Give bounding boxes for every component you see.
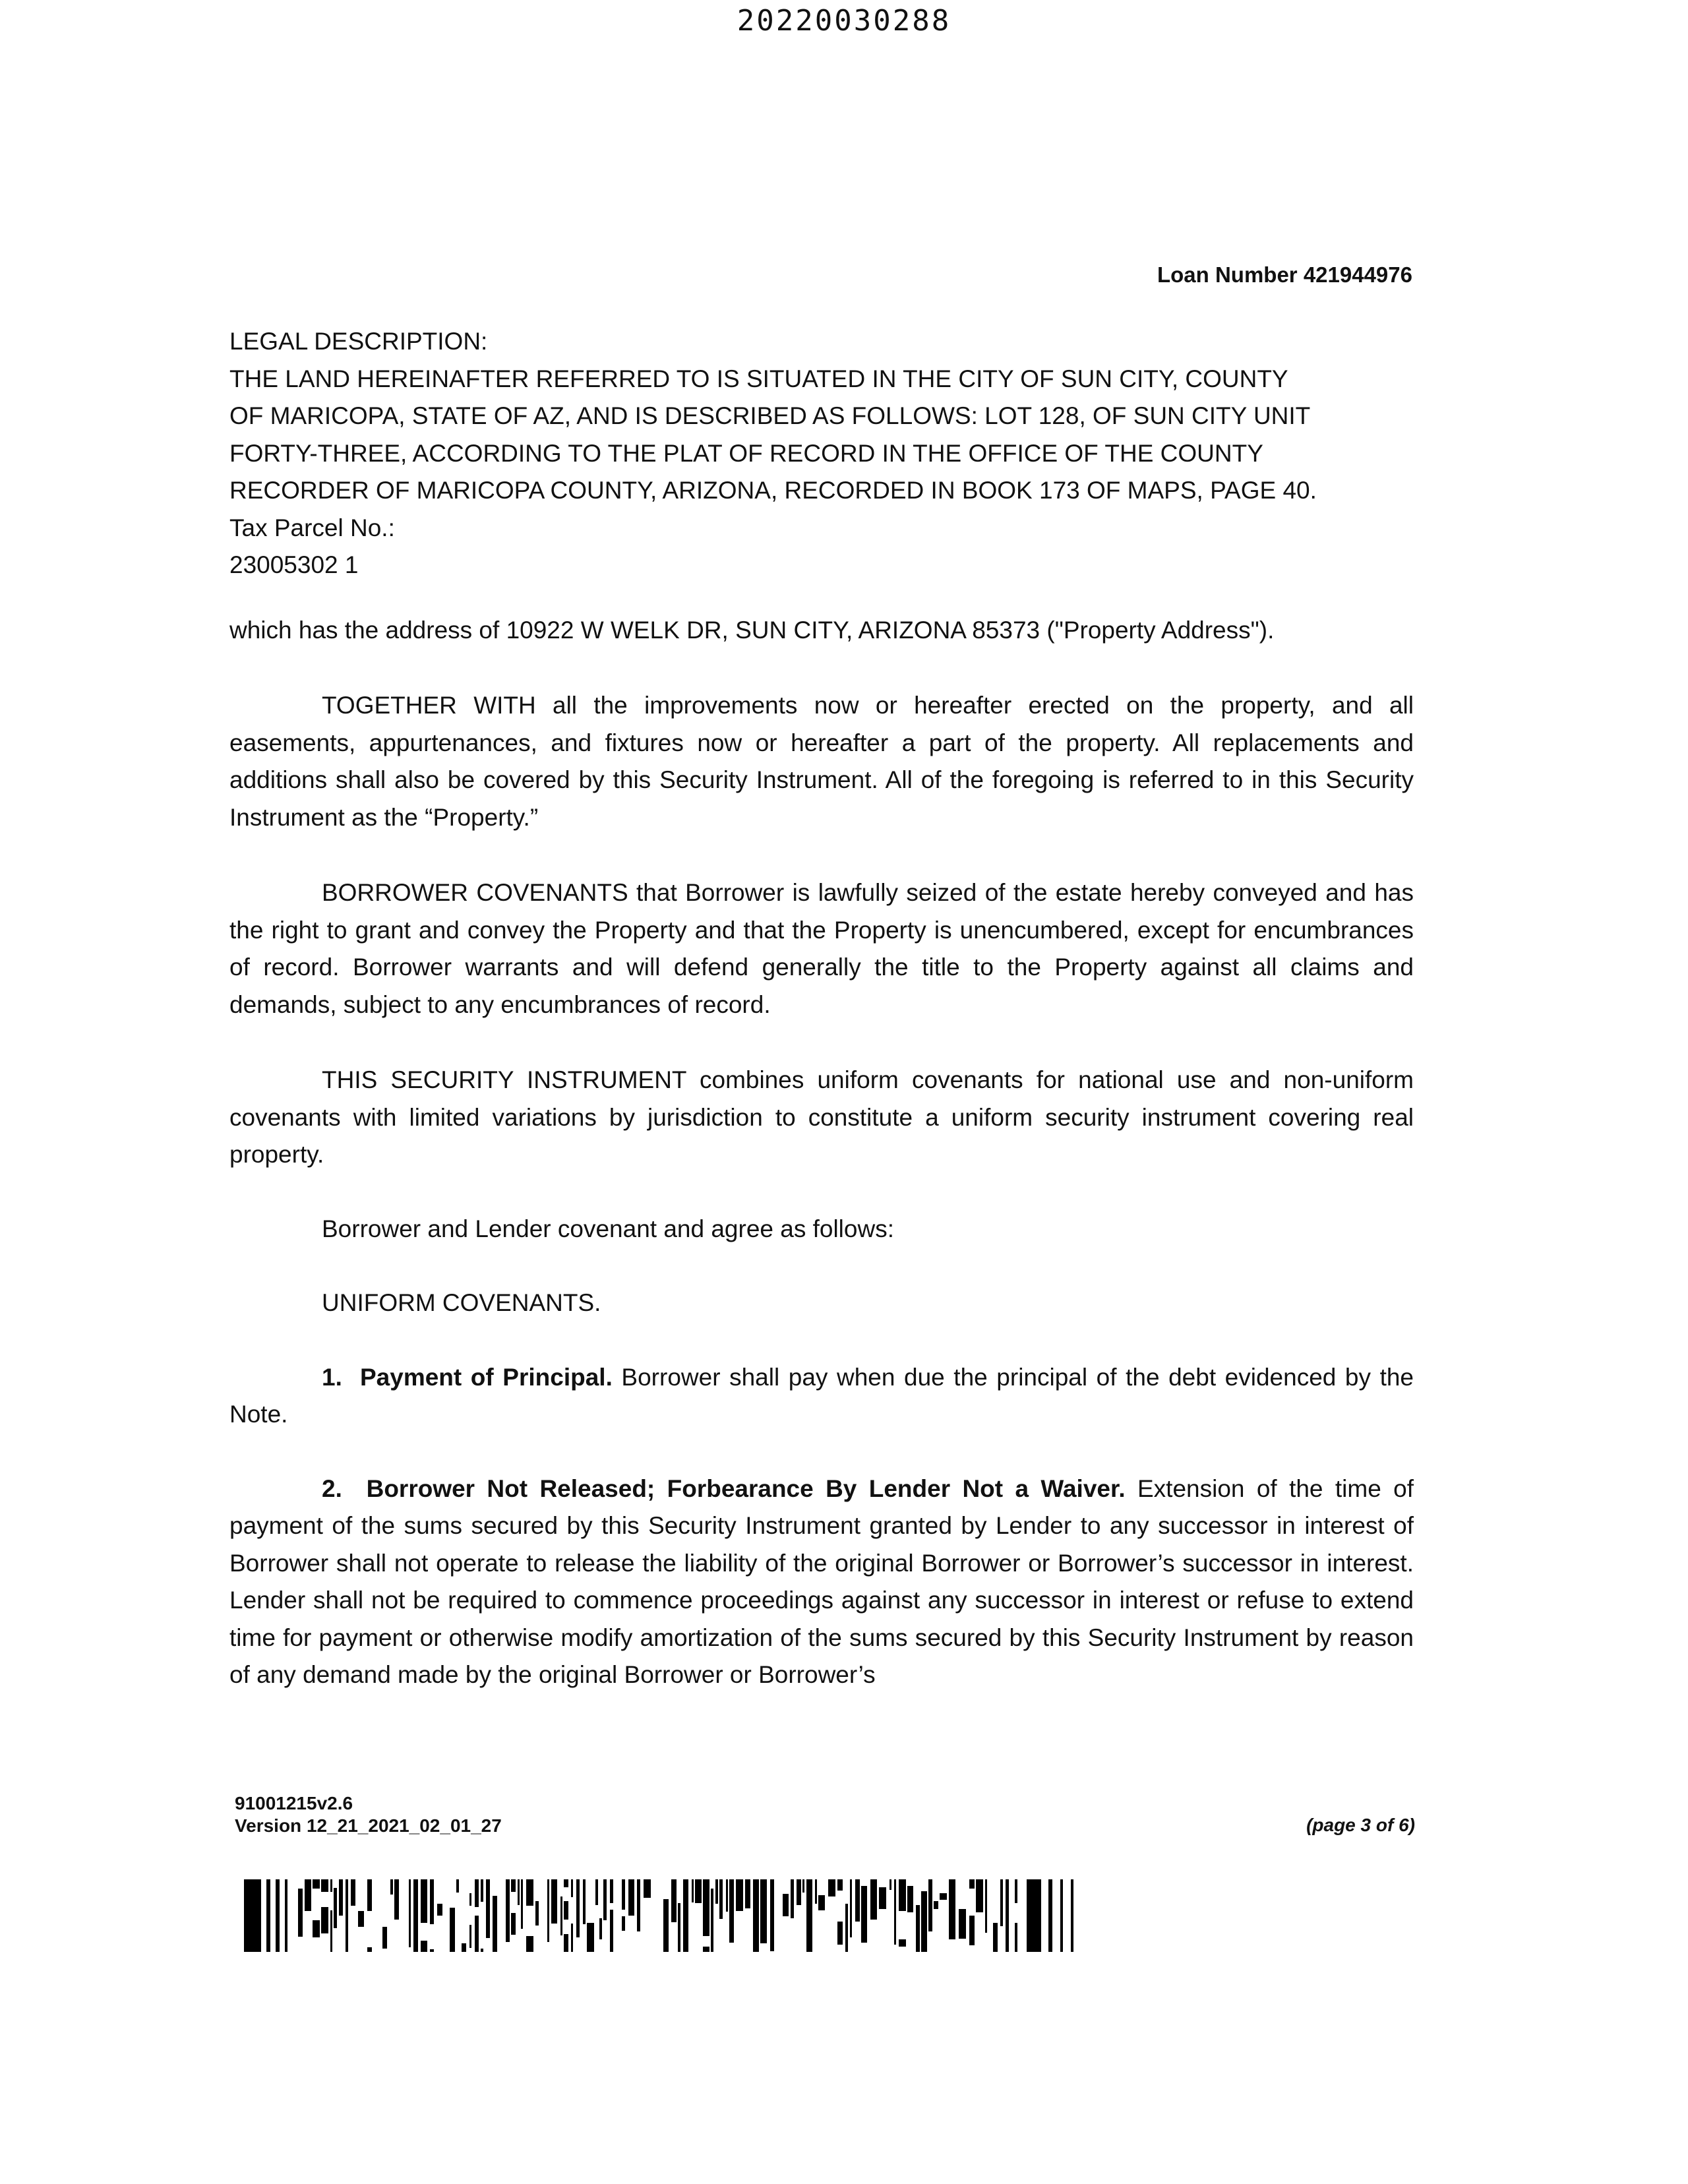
covenant-2-number: 2. — [322, 1474, 342, 1502]
uniform-covenants-heading: UNIFORM COVENANTS. — [322, 1289, 601, 1316]
agree-line: Borrower and Lender covenant and agree as follows: — [322, 1215, 894, 1242]
legal-line: FORTY-THREE, ACCORDING TO THE PLAT OF RECORD IN THE OFFICE OF THE COUNTY — [229, 439, 1263, 467]
legal-line: THE LAND HEREINAFTER REFERRED TO IS SITUATED IN THE CITY OF SUN CITY, COUNTY — [229, 365, 1288, 392]
covenant-1 — [229, 1359, 1414, 1434]
form-version: Version 12_21_2021_02_01_27 — [235, 1815, 502, 1836]
tax-parcel-label: Tax Parcel No.: — [229, 514, 395, 541]
barcode-image — [239, 1879, 1096, 1952]
tax-parcel-number: 23005302 1 — [229, 551, 359, 578]
legal-line: RECORDER OF MARICOPA COUNTY, ARIZONA, RECORDED IN BOOK 173 OF MAPS, PAGE 40. — [229, 477, 1317, 504]
property-address-line: which has the address of 10922 W WELK DR, SUN CITY, ARIZONA 85373 ("Property Address"). — [229, 616, 1275, 644]
covenant-1-number: 1. — [322, 1363, 342, 1391]
legal-description — [229, 323, 1414, 584]
loan-number: Loan Number 421944976 — [1157, 262, 1412, 287]
together-with-paragraph: TOGETHER WITH all the improvements now or hereafter erected on the property, and all easements, appurtenances, and fixtures now or hereafter a part of the property. All replacements and additions shall also be covered by this Security Instrument. All of the foregoing is referred to in this Security Instrument as the “Property.” — [229, 692, 1414, 831]
form-identifier — [235, 1792, 502, 1837]
covenant-2 — [229, 1471, 1414, 1694]
security-instrument-paragraph: THIS SECURITY INSTRUMENT combines uniform covenants for national use and non-uniform covenants with limited variations by jurisdiction to constitute a uniform security instrument covering real property. — [229, 1066, 1414, 1168]
covenant-2-title: Borrower Not Released; Forbearance By Lender Not a Waiver. — [366, 1474, 1126, 1502]
legal-heading: LEGAL DESCRIPTION: — [229, 328, 488, 355]
covenant-1-text: Borrower shall pay when due the principal of the debt evidenced by the Note. — [229, 1363, 1414, 1428]
covenant-1-title: Payment of Principal. — [360, 1363, 613, 1391]
document-body — [229, 323, 1414, 1694]
recording-number: 20220030288 — [737, 4, 951, 38]
page-indicator: (page 3 of 6) — [1306, 1815, 1415, 1835]
covenant-2-text: Extension of the time of payment of the sums secured by this Security Instrument granted by Lender to any successor in interest of Borrower shall not operate to release the liability of the original Borrower or Borrower’s successor in interest. Lender shall not be required to commence proceedings against any successor in interest or refuse to extend time for payment or otherwise modify amortization of the sums secured by this Security Instrument by reason of any demand made by the original Borrower or Borrower’s — [229, 1474, 1414, 1688]
legal-line: OF MARICOPA, STATE OF AZ, AND IS DESCRIBED AS FOLLOWS: LOT 128, OF SUN CITY UNIT — [229, 402, 1311, 429]
borrower-covenants-paragraph: BORROWER COVENANTS that Borrower is lawfully seized of the estate hereby conveyed and has the right to grant and convey the Property and that the Property is unencumbered, except for encumbrances of record. Borrower warrants and will defend generally the title to the Property against all claims and demands, subject to any encumbrances of record. — [229, 879, 1414, 1018]
form-code: 91001215v2.6 — [235, 1793, 353, 1813]
